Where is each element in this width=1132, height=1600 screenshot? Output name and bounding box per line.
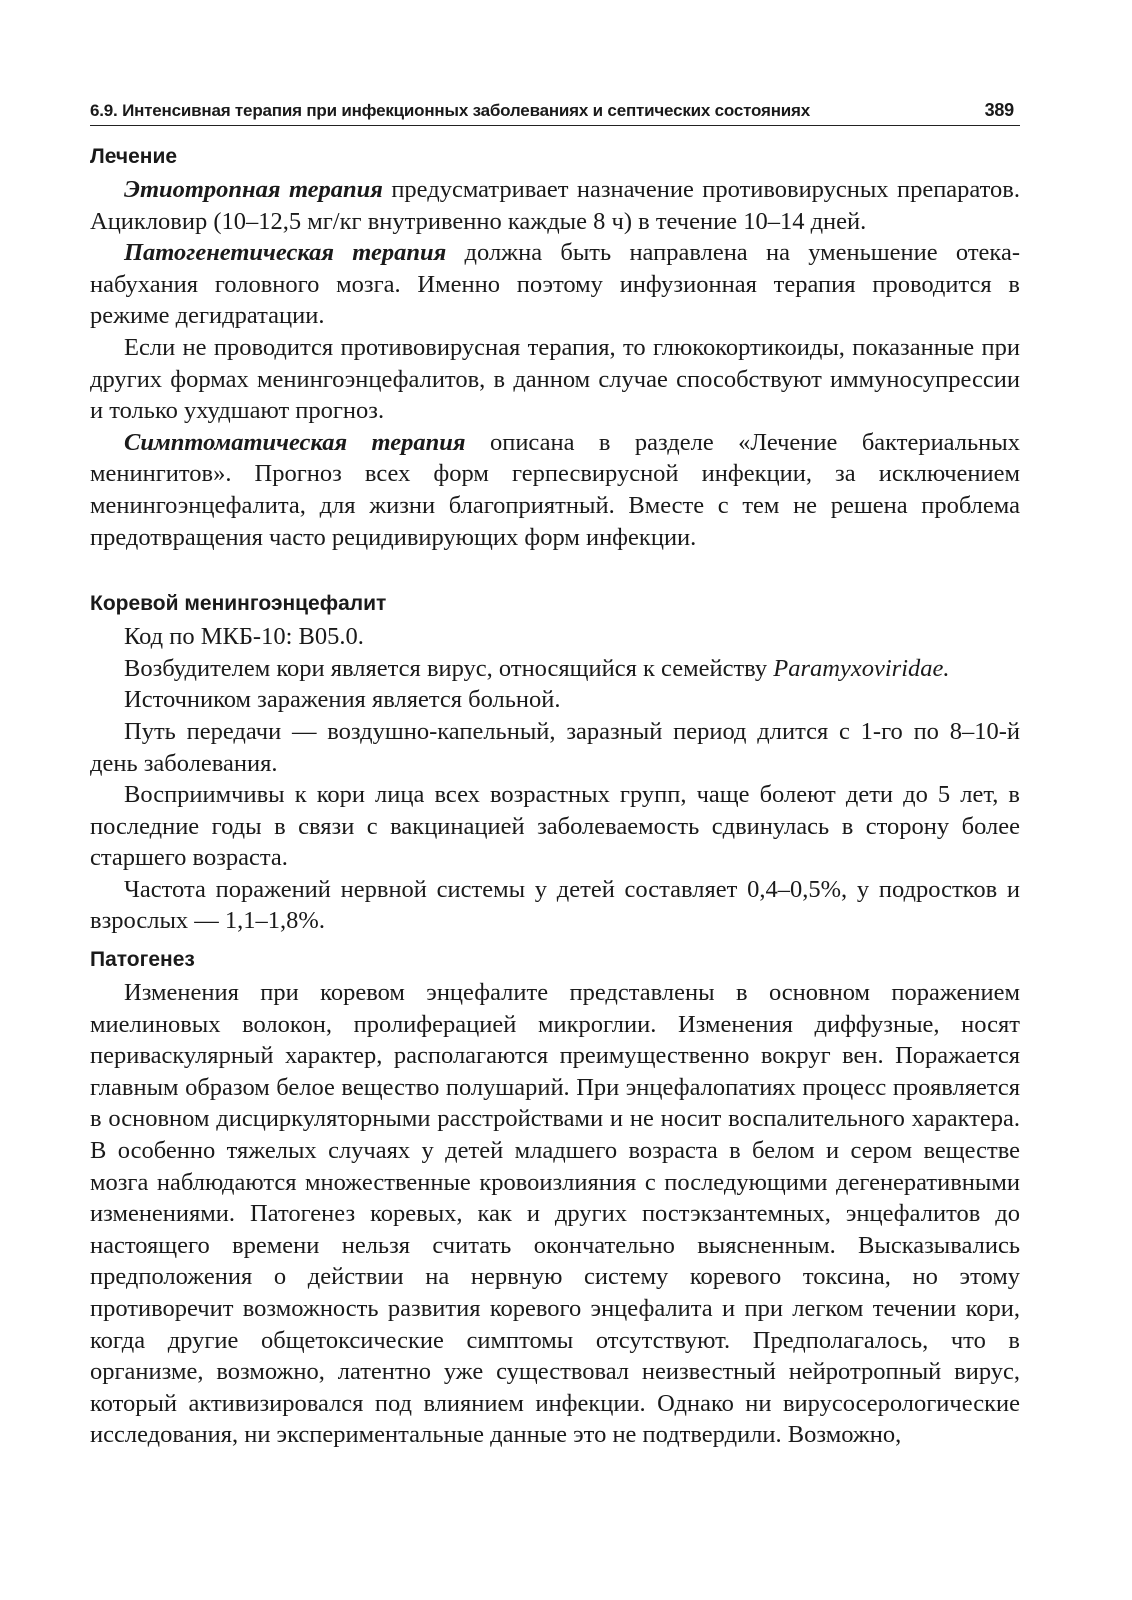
paragraph-agent — [90, 653, 1020, 685]
section-measles-meningoencephalitis — [90, 589, 1020, 937]
paragraph-glucocorticoids: Если не проводится противовирусная терапия, то глюкокортикоиды, показанные при других формах менингоэнцефалитов, в данном случае способствуют иммуносупрессии и только ухудшают прогноз. — [90, 333, 1020, 425]
paragraph-icd-code: Код по МКБ-10: B05.0. — [124, 623, 364, 651]
section-heading-measles: Коревой менингоэнцефалит — [90, 592, 387, 616]
paragraph-susceptibility: Восприимчивы к кори лица всех возрастных групп, чаще болеют дети до 5 лет, в последние годы в связи с вакцинацией заболеваемость сдвинулась в сторону более старшего возраста. — [90, 781, 1020, 872]
paragraph-symptomatic — [90, 427, 1020, 553]
book-page — [90, 100, 1020, 1451]
paragraph-text: предусматривает назначение противовирусных препаратов. Ацикловир (10–12,5 мг/кг внутривенно каждые 8 ч) в течение 10–14 дней. — [90, 176, 1020, 235]
paragraph-source: Источником заражения является больной. — [124, 686, 561, 714]
section-treatment — [90, 142, 1020, 553]
term-pathogenetic: Патогенетическая терапия — [124, 239, 447, 267]
term-symptomatic: Симптоматическая терапия — [124, 428, 466, 456]
running-title: 6.9. Интенсивная терапия при инфекционных заболеваниях и септических состояниях — [90, 101, 811, 120]
section-pathogenesis — [90, 945, 1020, 1451]
paragraph-text: Возбудителем кори является вирус, относящийся к семейству — [124, 654, 774, 682]
page-number: 389 — [984, 100, 1014, 120]
paragraph-text: описана в разделе «Лечение бактериальных менингитов». Прогноз всех форм герпесвирусной инфекции, за исключением менингоэнцефалита, для жизни благоприятный. Вместе с тем не решена проблема предотвращения часто рецидивирующих форм инфекции. — [90, 428, 1020, 551]
paragraph-etiotropic — [90, 174, 1020, 237]
paragraph-text: должна быть направлена на уменьшение отека-набухания головного мозга. Именно поэтому инфузионная терапия проводится в режиме дегидратации. — [90, 239, 1020, 330]
running-header — [90, 100, 1020, 126]
latin-family-name: Paramyxoviridae. — [773, 654, 950, 682]
paragraph-pathogenetic — [90, 237, 1020, 332]
section-heading-pathogenesis: Патогенез — [90, 948, 195, 972]
section-heading-treatment: Лечение — [90, 145, 178, 168]
term-etiotropic: Этиотропная терапия — [124, 176, 383, 203]
paragraph-frequency: Частота поражений нервной системы у детей составляет 0,4–0,5%, у подростков и взрослых — 1,1–1,8%. — [90, 875, 1020, 935]
paragraph-transmission: Путь передачи — воздушно-капельный, заразный период длится с 1-го по 8–10-й день заболевания. — [90, 717, 1020, 777]
paragraph-pathogenesis: Изменения при коревом энцефалите представлены в основном поражением миелиновых волокон, пролиферацией микроглии. Изменения диффузные, носят периваскулярный характер, располагаются преимущественно вокруг вен. Поражается главным образом белое вещество полушарий. При энцефалопатиях процесс проявляется в основном дисциркуляторными расстройствами и не носит воспалительного характера. В особенно тяжелых случаях у детей младшего возраста в белом и сером веществе мозга наблюдаются множественные кровоизлияния с последующими дегенеративными изменениями. Патогенез коревых, как и других постэкзантемных, энцефалитов до настоящего времени нельзя считать окончательно выясненным. Высказывались предположения о действии на нервную систему коревого токсина, но этому противоречит возможность развития коревого энцефалита и при легком течении кори, когда другие общетоксические симптомы отсутствуют. Предполагалось, что в организме, возможно, латентно уже существовал неизвестный нейротропный вирус, который активизировался под влиянием инфекции. Однако ни вирусосерологические исследования, ни экспериментальные данные это не подтвердили. Возможно, — [90, 979, 1020, 1449]
